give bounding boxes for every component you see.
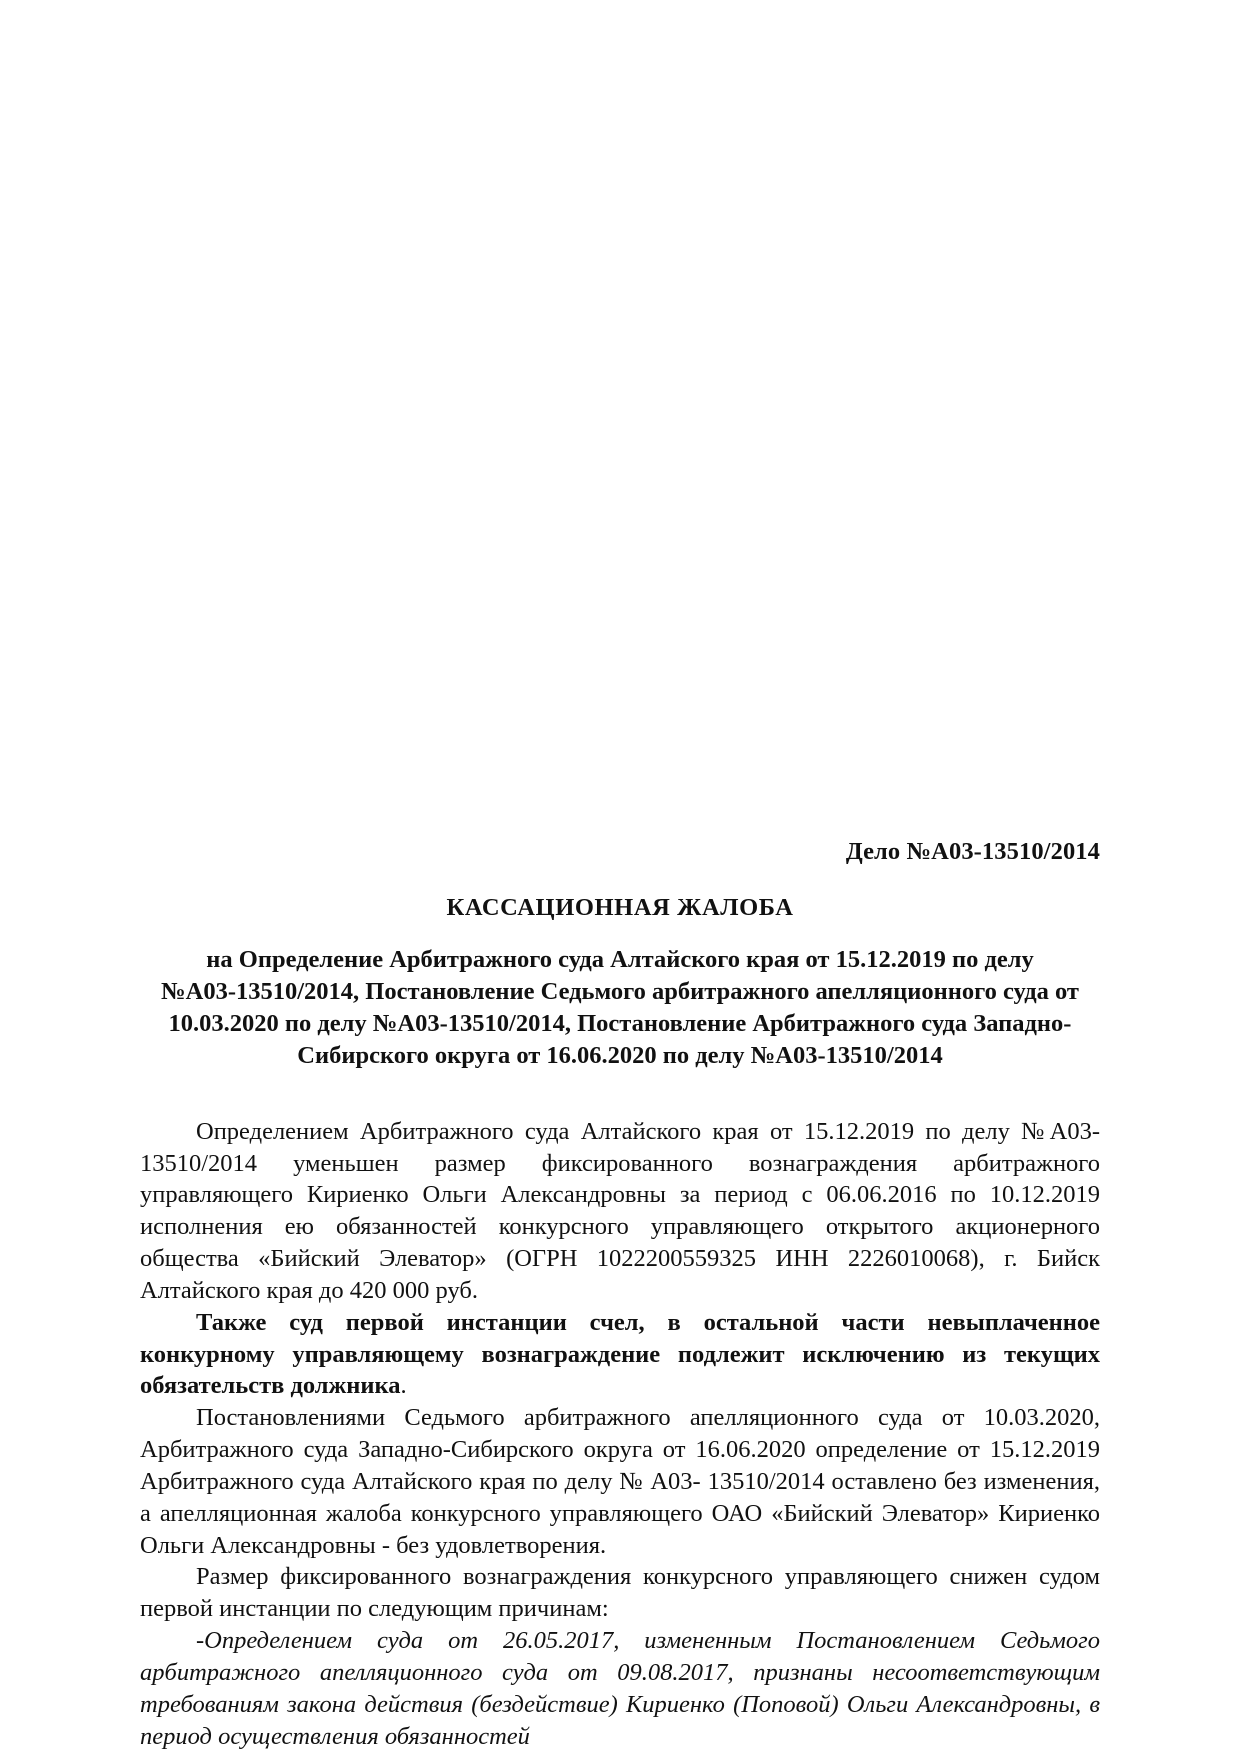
body-paragraph-5: -Определением суда от 26.05.2017, измененным Постановлением Седьмого арбитражного апелляционного суда от 09.08.2017, признаны несоответствующим требованиям закона действия (бездействие) Кириенко (Поповой) Ольги Александровны, в период осуществления обязанностей: [140, 1627, 1100, 1750]
subtitle-line: на Определение Арбитражного суда Алтайского края от 15.12.2019 по делу: [206, 946, 1034, 974]
body-paragraph-3: Постановлениями Седьмого арбитражного апелляционного суда от 10.03.2020, Арбитражного суда Западно-Сибирского округа от 16.06.2020 определение от 15.12.2019 Арбитражного суда Алтайского края по делу № А03- 13510/2014 оставлено без изменения, а апелляционная жалоба конкурсного управляющего ОАО «Бийский Элеватор» Кириенко Ольги Александровны - без удовлетворения.: [140, 1404, 1100, 1559]
body-paragraph-1: Определением Арбитражного суда Алтайского края от 15.12.2019 по делу №А03-13510/2014 уменьшен размер фиксированного вознаграждения арбитражного управляющего Кириенко Ольги Александровны за период с 06.06.2016 по 10.12.2019 исполнения ею обязанностей конкурсного управляющего открытого акционерного общества «Бийский Элеватор» (ОГРН 1022200559325 ИНН 2226010068), г. Бийск Алтайского края до 420 000 руб.: [140, 1117, 1100, 1304]
body-paragraph-2-bold-run: Также суд первой инстанции счел, в остальной части невыплаченное конкурному управляющему вознаграждение подлежит исключению из текущих обязательств должника: [140, 1308, 1100, 1400]
subtitle-line: №А03-13510/2014, Постановление Седьмого арбитражного апелляционного суда от: [161, 978, 1079, 1006]
body-paragraph-4: Размер фиксированного вознаграждения конкурсного управляющего снижен судом первой инстанции по следующим причинам:: [140, 1563, 1100, 1623]
document-subtitle: [140, 944, 1100, 1071]
subtitle-line: 10.03.2020 по делу №А03-13510/2014, Постановление Арбитражного суда Западно-: [168, 1009, 1072, 1037]
body-paragraph-2-tail: .: [400, 1372, 407, 1400]
document-content: [140, 838, 1100, 1753]
subtitle-line: Сибирского округа от 16.06.2020 по делу №А03-13510/2014: [297, 1041, 943, 1069]
case-number: Дело №А03-13510/2014: [845, 838, 1100, 865]
body-paragraph-2: [140, 1307, 1100, 1403]
page-title: КАССАЦИОННАЯ ЖАЛОБА: [446, 893, 794, 921]
document-body: [140, 1116, 1100, 1753]
